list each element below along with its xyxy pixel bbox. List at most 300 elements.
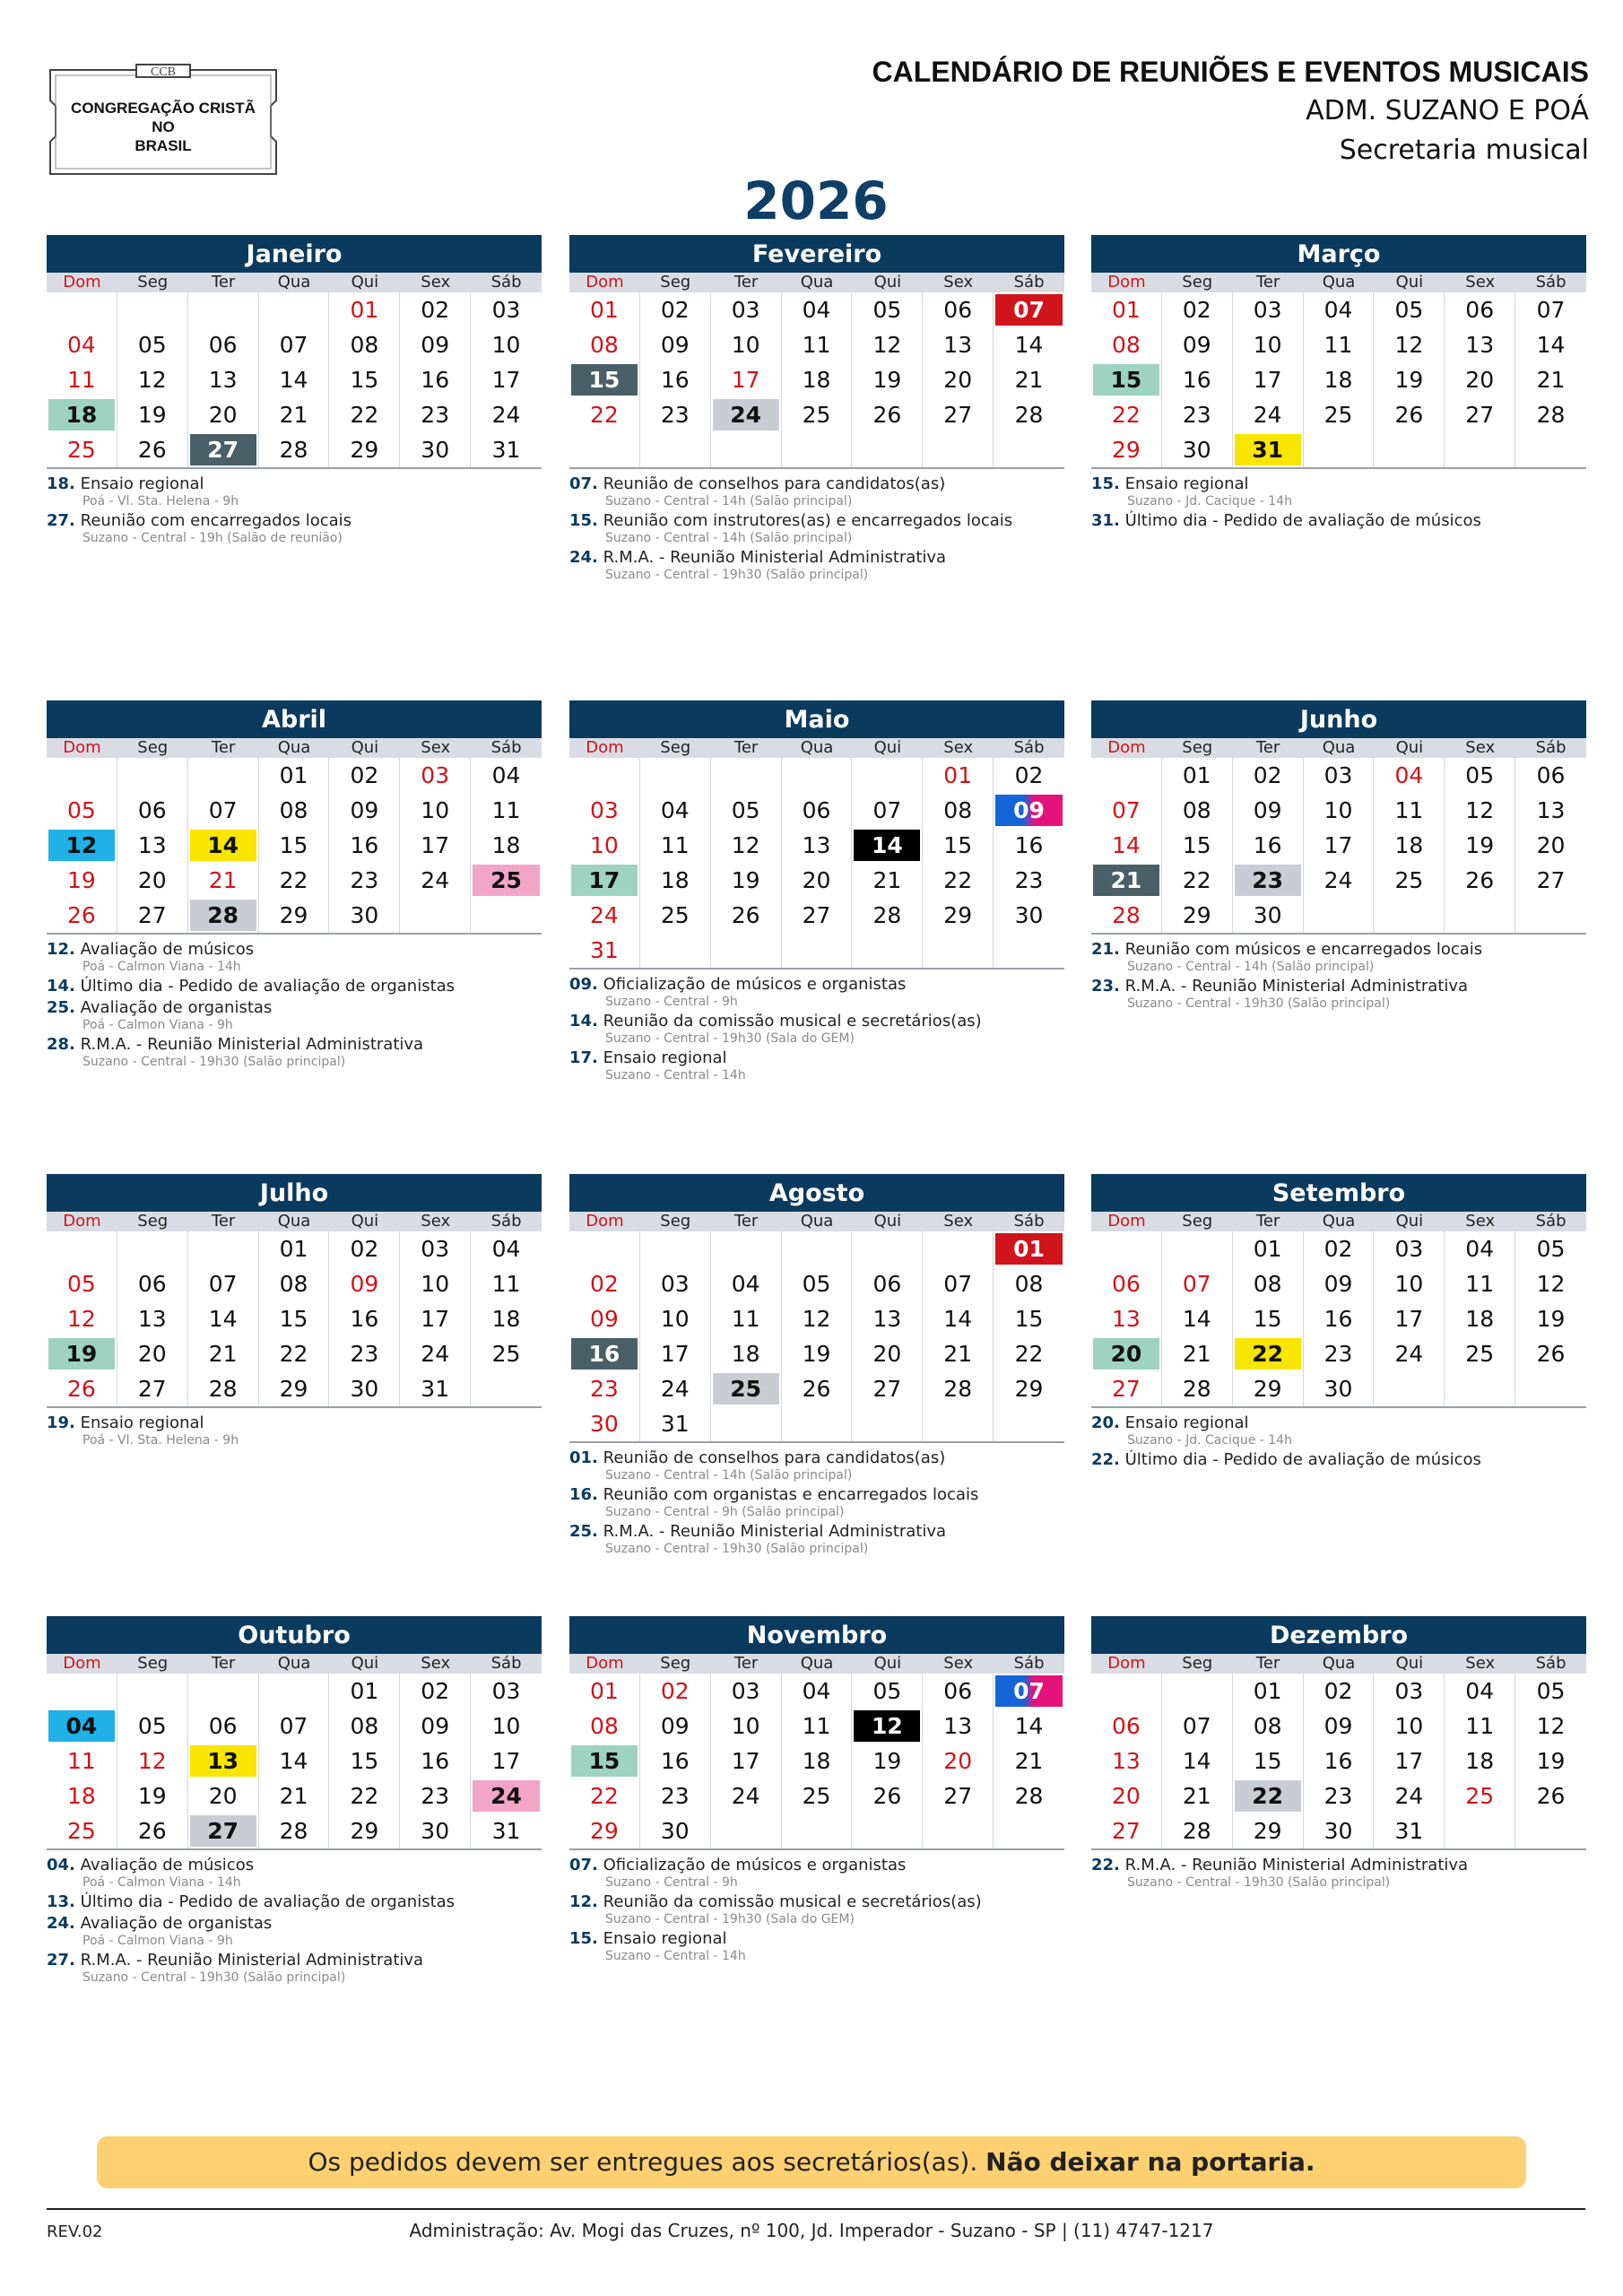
event-title: Avaliação de músicos <box>80 1856 255 1874</box>
day-cell <box>782 898 853 933</box>
event-day: 18. <box>47 474 75 493</box>
day-cell <box>259 1301 330 1336</box>
day-cell <box>1091 758 1162 793</box>
day-cell <box>1515 397 1586 432</box>
day-cell <box>188 793 259 828</box>
day-number: 06 <box>1536 762 1566 788</box>
day-cell <box>1445 1266 1515 1301</box>
day-cell <box>923 292 994 327</box>
day-number: 30 <box>1324 1818 1353 1844</box>
day-number: 31 <box>491 1818 521 1844</box>
event-location: Suzano - Central - 9h <box>605 1875 738 1890</box>
month-agosto <box>569 1174 1064 1559</box>
day-cell <box>569 1231 640 1266</box>
day-cell <box>1445 898 1515 933</box>
day-cell <box>329 1744 400 1779</box>
month-fevereiro <box>569 235 1064 585</box>
weekday-label: Qui <box>873 1212 902 1231</box>
day-cell <box>852 1674 923 1709</box>
day-number: 14 <box>208 1306 238 1332</box>
day-number: 09 <box>1182 332 1211 358</box>
day-cell <box>852 1406 923 1441</box>
day-cell <box>1233 1301 1304 1336</box>
day-number: 06 <box>137 1271 167 1297</box>
event-day: 27. <box>47 511 75 530</box>
day-number: 07 <box>279 332 308 358</box>
day-cell <box>1233 828 1304 863</box>
day-number: 29 <box>279 1376 308 1402</box>
day-cell <box>47 327 117 362</box>
day-number: 22 <box>350 1783 379 1809</box>
day-number: 01 <box>1182 762 1211 788</box>
day-number: 06 <box>943 1678 973 1704</box>
event-title: Ensaio regional <box>80 1413 204 1432</box>
day-cell <box>117 1231 188 1266</box>
day-number: 28 <box>943 1376 973 1402</box>
weekday-label: Qua <box>277 738 311 757</box>
day-number: 25 <box>67 1818 96 1844</box>
day-cell <box>471 793 542 828</box>
weekday-label: Sex <box>943 1212 974 1231</box>
event-line <box>1091 977 1586 996</box>
weekday-label: Dom <box>586 1654 624 1673</box>
day-number: 30 <box>1182 437 1211 463</box>
event-line <box>569 548 1064 568</box>
day-cell <box>1233 327 1304 362</box>
day-number: 04 <box>731 1271 760 1297</box>
day-number: 16 <box>571 1338 638 1370</box>
day-cell <box>47 793 117 828</box>
day-number: 05 <box>802 1271 831 1297</box>
event-title: Ensaio regional <box>603 1929 727 1948</box>
event-item <box>569 1048 1064 1083</box>
month-title: Janeiro <box>47 235 542 273</box>
day-cell <box>259 758 330 793</box>
day-number: 28 <box>1014 402 1044 428</box>
day-cell <box>923 1266 994 1301</box>
event-title: R.M.A. - Reunião Ministerial Administrativa <box>1124 977 1469 996</box>
day-number: 10 <box>491 1713 521 1739</box>
day-number: 30 <box>421 1818 450 1844</box>
day-number: 22 <box>1182 867 1211 893</box>
day-cell <box>1445 362 1515 397</box>
day-number: 30 <box>350 1376 379 1402</box>
weekday-label: Dom <box>1107 273 1146 291</box>
day-number: 27 <box>1112 1376 1141 1402</box>
day-cell <box>188 397 259 432</box>
day-cell <box>994 1813 1064 1848</box>
event-list <box>1091 940 1586 1012</box>
event-item <box>1091 940 1586 975</box>
day-number: 17 <box>731 1748 760 1774</box>
day-number: 08 <box>943 797 973 823</box>
day-number: 14 <box>1182 1748 1211 1774</box>
day-number: 08 <box>1253 1713 1282 1739</box>
event-location: Suzano - Central - 14h (Salão principal) <box>1127 960 1375 974</box>
weekday-label: Qui <box>873 273 902 291</box>
day-cell <box>329 1301 400 1336</box>
day-cell <box>1091 1709 1162 1744</box>
day-number: 21 <box>872 867 902 893</box>
weekday-label: Sex <box>1465 1212 1496 1231</box>
day-cell <box>1233 1266 1304 1301</box>
day-number: 16 <box>421 1748 450 1774</box>
month-março <box>1091 235 1586 533</box>
day-number: 19 <box>137 1783 167 1809</box>
day-cell <box>1374 292 1445 327</box>
day-number: 28 <box>279 1818 308 1844</box>
day-number: 25 <box>1394 867 1424 893</box>
day-number: 10 <box>1394 1713 1424 1739</box>
day-number: 13 <box>137 832 167 858</box>
day-number: 16 <box>1253 832 1282 858</box>
month-title: Abril <box>47 700 542 738</box>
day-number: 29 <box>1253 1376 1282 1402</box>
day-cell <box>569 397 640 432</box>
event-item <box>47 1951 542 1986</box>
day-cell <box>471 292 542 327</box>
day-cell <box>1091 432 1162 467</box>
day-cell <box>1162 828 1233 863</box>
event-item <box>1091 474 1586 509</box>
event-item <box>1091 977 1586 1012</box>
day-cell <box>1233 898 1304 933</box>
weekday-label: Sex <box>1465 738 1496 757</box>
day-cell <box>47 1231 117 1266</box>
event-item <box>569 1448 1064 1483</box>
event-title: Ensaio regional <box>1124 1413 1249 1432</box>
day-number: 19 <box>872 367 902 393</box>
day-cell <box>329 1231 400 1266</box>
day-cell <box>1162 863 1233 898</box>
day-cell <box>1515 1779 1586 1813</box>
day-cell <box>994 828 1064 863</box>
day-cell <box>1445 1231 1515 1266</box>
event-item <box>569 975 1064 1010</box>
day-cell <box>640 1744 711 1779</box>
day-cell <box>471 1674 542 1709</box>
day-cell <box>1162 362 1233 397</box>
day-cell <box>923 1231 994 1266</box>
day-cell <box>640 1301 711 1336</box>
day-cell <box>471 1371 542 1406</box>
event-day: 15. <box>1091 474 1120 493</box>
weekday-header <box>47 1654 542 1674</box>
event-line <box>569 511 1064 531</box>
day-cell <box>640 432 711 467</box>
day-cell <box>640 397 711 432</box>
day-cell <box>329 1266 400 1301</box>
day-cell <box>1374 362 1445 397</box>
event-day: 22. <box>1091 1450 1120 1469</box>
day-cell <box>1304 1231 1375 1266</box>
day-cell <box>1374 828 1445 863</box>
day-number: 18 <box>802 1748 831 1774</box>
day-number: 18 <box>1465 1748 1495 1774</box>
day-cell <box>1233 1779 1304 1813</box>
day-number: 28 <box>1014 1783 1044 1809</box>
day-number: 08 <box>1182 797 1211 823</box>
day-cell <box>923 1301 994 1336</box>
day-number: 21 <box>1182 1783 1211 1809</box>
day-number: 24 <box>660 1376 690 1402</box>
day-number: 06 <box>1465 297 1495 323</box>
day-number: 10 <box>421 1271 450 1297</box>
event-item <box>47 1892 542 1912</box>
weekday-label: Dom <box>586 273 624 291</box>
day-cell <box>711 828 782 863</box>
day-cell <box>471 1779 542 1813</box>
day-number: 17 <box>491 1748 521 1774</box>
weekday-label: Qui <box>873 738 902 757</box>
day-cell <box>188 1336 259 1371</box>
day-cell <box>259 898 330 933</box>
day-cell <box>569 898 640 933</box>
day-number: 05 <box>1536 1678 1566 1704</box>
day-cell <box>852 362 923 397</box>
day-cell <box>1445 432 1515 467</box>
day-cell <box>329 828 400 863</box>
day-cell <box>923 432 994 467</box>
day-cell <box>1374 1709 1445 1744</box>
event-title: Último dia - Pedido de avaliação de organistas <box>80 977 456 996</box>
day-cell <box>711 1301 782 1336</box>
day-number: 03 <box>1394 1236 1424 1262</box>
month-dezembro <box>1091 1616 1586 1892</box>
day-cell <box>852 1266 923 1301</box>
weekday-label: Ter <box>211 738 236 757</box>
event-day: 19. <box>47 1413 75 1432</box>
day-number: 30 <box>1014 902 1044 928</box>
event-location: Suzano - Central - 9h <box>605 995 738 1009</box>
day-number: 29 <box>279 902 308 928</box>
day-cell <box>1374 793 1445 828</box>
page-subtitle-secretaria: Secretaria musical <box>1339 135 1589 166</box>
day-cell <box>117 1266 188 1301</box>
event-location: Suzano - Jd. Cacique - 14h <box>1127 494 1292 509</box>
day-grid <box>1091 1674 1586 1850</box>
day-number: 10 <box>731 332 760 358</box>
day-number: 18 <box>1324 367 1353 393</box>
day-number: 04 <box>802 297 831 323</box>
day-cell <box>640 362 711 397</box>
day-number: 05 <box>731 797 760 823</box>
day-cell <box>1304 292 1375 327</box>
day-cell <box>1091 1744 1162 1779</box>
weekday-label: Qua <box>1322 738 1356 757</box>
day-number: 12 <box>67 1306 96 1332</box>
day-number: 02 <box>350 1236 379 1262</box>
day-cell <box>1374 327 1445 362</box>
day-cell <box>1374 1301 1445 1336</box>
day-cell <box>1445 1779 1515 1813</box>
day-number: 01 <box>995 1233 1063 1265</box>
event-list <box>47 1413 542 1448</box>
day-number: 02 <box>1324 1236 1353 1262</box>
day-number: 27 <box>943 402 973 428</box>
day-cell <box>259 362 330 397</box>
day-cell <box>1091 1674 1162 1709</box>
day-number: 17 <box>1324 832 1353 858</box>
event-day: 23. <box>1091 977 1120 996</box>
day-number: 21 <box>208 1341 238 1367</box>
day-cell <box>852 1779 923 1813</box>
day-number: 06 <box>137 797 167 823</box>
weekday-label: Seg <box>660 1654 691 1673</box>
day-cell <box>569 1266 640 1301</box>
day-cell <box>1304 1266 1375 1301</box>
day-number: 13 <box>943 1713 973 1739</box>
day-cell <box>329 758 400 793</box>
day-number: 20 <box>1536 832 1566 858</box>
day-cell <box>1304 432 1375 467</box>
day-cell <box>569 1744 640 1779</box>
weekday-label: Ter <box>733 738 759 757</box>
day-cell <box>400 828 471 863</box>
day-cell <box>471 863 542 898</box>
day-number: 14 <box>1182 1306 1211 1332</box>
day-number: 02 <box>660 297 690 323</box>
day-cell <box>1304 758 1375 793</box>
day-cell <box>259 1266 330 1301</box>
day-number: 29 <box>590 1818 619 1844</box>
event-day: 25. <box>47 998 75 1017</box>
event-location: Poá - Calmon Viana - 9h <box>82 1018 233 1032</box>
day-cell <box>569 362 640 397</box>
day-number: 26 <box>1536 1341 1566 1367</box>
day-number: 18 <box>491 1306 521 1332</box>
day-number: 22 <box>279 1341 308 1367</box>
weekday-label: Sáb <box>490 273 522 291</box>
day-number: 18 <box>1465 1306 1495 1332</box>
day-cell <box>640 1674 711 1709</box>
weekday-label: Qua <box>1322 1654 1356 1673</box>
day-cell <box>640 1779 711 1813</box>
day-number: 09 <box>421 1713 450 1739</box>
day-number: 23 <box>421 402 450 428</box>
day-number: 08 <box>279 1271 308 1297</box>
day-cell <box>1233 397 1304 432</box>
day-cell <box>1233 432 1304 467</box>
weekday-label: Dom <box>586 738 624 757</box>
day-cell <box>1304 898 1375 933</box>
event-day: 13. <box>47 1892 75 1911</box>
day-cell <box>47 758 117 793</box>
day-number: 26 <box>137 1818 167 1844</box>
event-location: Suzano - Central - 19h30 (Salão principal) <box>82 1970 346 1985</box>
event-day: 12. <box>47 940 75 959</box>
day-cell <box>1162 898 1233 933</box>
day-number: 17 <box>1253 367 1282 393</box>
day-cell <box>782 1266 853 1301</box>
day-number: 20 <box>1093 1338 1159 1370</box>
day-number: 29 <box>1112 437 1141 463</box>
day-number: 10 <box>421 797 450 823</box>
day-cell <box>188 1779 259 1813</box>
day-cell <box>117 362 188 397</box>
day-number: 12 <box>854 1710 920 1742</box>
month-title: Junho <box>1091 700 1586 738</box>
day-number: 31 <box>660 1411 690 1437</box>
day-cell <box>117 1779 188 1813</box>
day-cell <box>994 933 1064 968</box>
day-number: 29 <box>943 902 973 928</box>
day-cell <box>994 1266 1064 1301</box>
event-line <box>47 1413 542 1433</box>
day-number: 27 <box>1112 1818 1141 1844</box>
day-number: 15 <box>571 364 638 396</box>
day-number: 19 <box>67 867 96 893</box>
day-number: 26 <box>872 402 902 428</box>
event-title: Reunião com músicos e encarregados locais <box>1124 940 1483 959</box>
day-number: 28 <box>1112 902 1141 928</box>
day-cell <box>994 1779 1064 1813</box>
day-number: 11 <box>660 832 690 858</box>
day-number: 07 <box>1182 1271 1211 1297</box>
day-number: 15 <box>1014 1306 1044 1332</box>
day-number: 16 <box>660 1748 690 1774</box>
day-number: 20 <box>943 367 973 393</box>
day-number: 15 <box>1253 1748 1282 1774</box>
day-number: 02 <box>421 297 450 323</box>
day-number: 26 <box>1465 867 1495 893</box>
day-number: 03 <box>731 297 760 323</box>
day-number: 05 <box>137 332 167 358</box>
day-cell <box>1233 1744 1304 1779</box>
day-cell <box>117 863 188 898</box>
event-line <box>47 1035 542 1055</box>
day-cell <box>640 1231 711 1266</box>
day-cell <box>923 1336 994 1371</box>
weekday-label: Qua <box>1322 273 1356 291</box>
day-cell <box>47 1336 117 1371</box>
day-cell <box>569 292 640 327</box>
day-cell <box>400 1371 471 1406</box>
day-number: 20 <box>208 402 238 428</box>
day-cell <box>994 1336 1064 1371</box>
event-item <box>47 940 542 975</box>
day-number: 09 <box>350 797 379 823</box>
day-number: 04 <box>1465 1236 1495 1262</box>
weekday-label: Sex <box>943 1654 974 1673</box>
day-number: 11 <box>802 1713 831 1739</box>
day-number: 13 <box>137 1306 167 1332</box>
day-number: 11 <box>1324 332 1353 358</box>
day-cell <box>711 1231 782 1266</box>
day-cell <box>1091 863 1162 898</box>
day-cell <box>994 1301 1064 1336</box>
day-number: 30 <box>590 1411 619 1437</box>
day-cell <box>188 898 259 933</box>
day-cell <box>1162 1371 1233 1406</box>
day-number: 02 <box>660 1678 690 1704</box>
day-number: 20 <box>208 1783 238 1809</box>
event-title: Reunião da comissão musical e secretários(as) <box>603 1012 982 1031</box>
day-cell <box>1162 1744 1233 1779</box>
day-number: 31 <box>1394 1818 1424 1844</box>
day-number: 04 <box>48 1710 115 1742</box>
day-cell <box>188 863 259 898</box>
day-number: 06 <box>1112 1713 1141 1739</box>
event-day: 14. <box>47 977 75 996</box>
event-line <box>569 1929 1064 1949</box>
event-line <box>569 474 1064 494</box>
day-cell <box>47 292 117 327</box>
weekday-label: Seg <box>1182 1212 1213 1231</box>
day-cell <box>1515 1231 1586 1266</box>
day-cell <box>1091 793 1162 828</box>
day-cell <box>1162 1266 1233 1301</box>
